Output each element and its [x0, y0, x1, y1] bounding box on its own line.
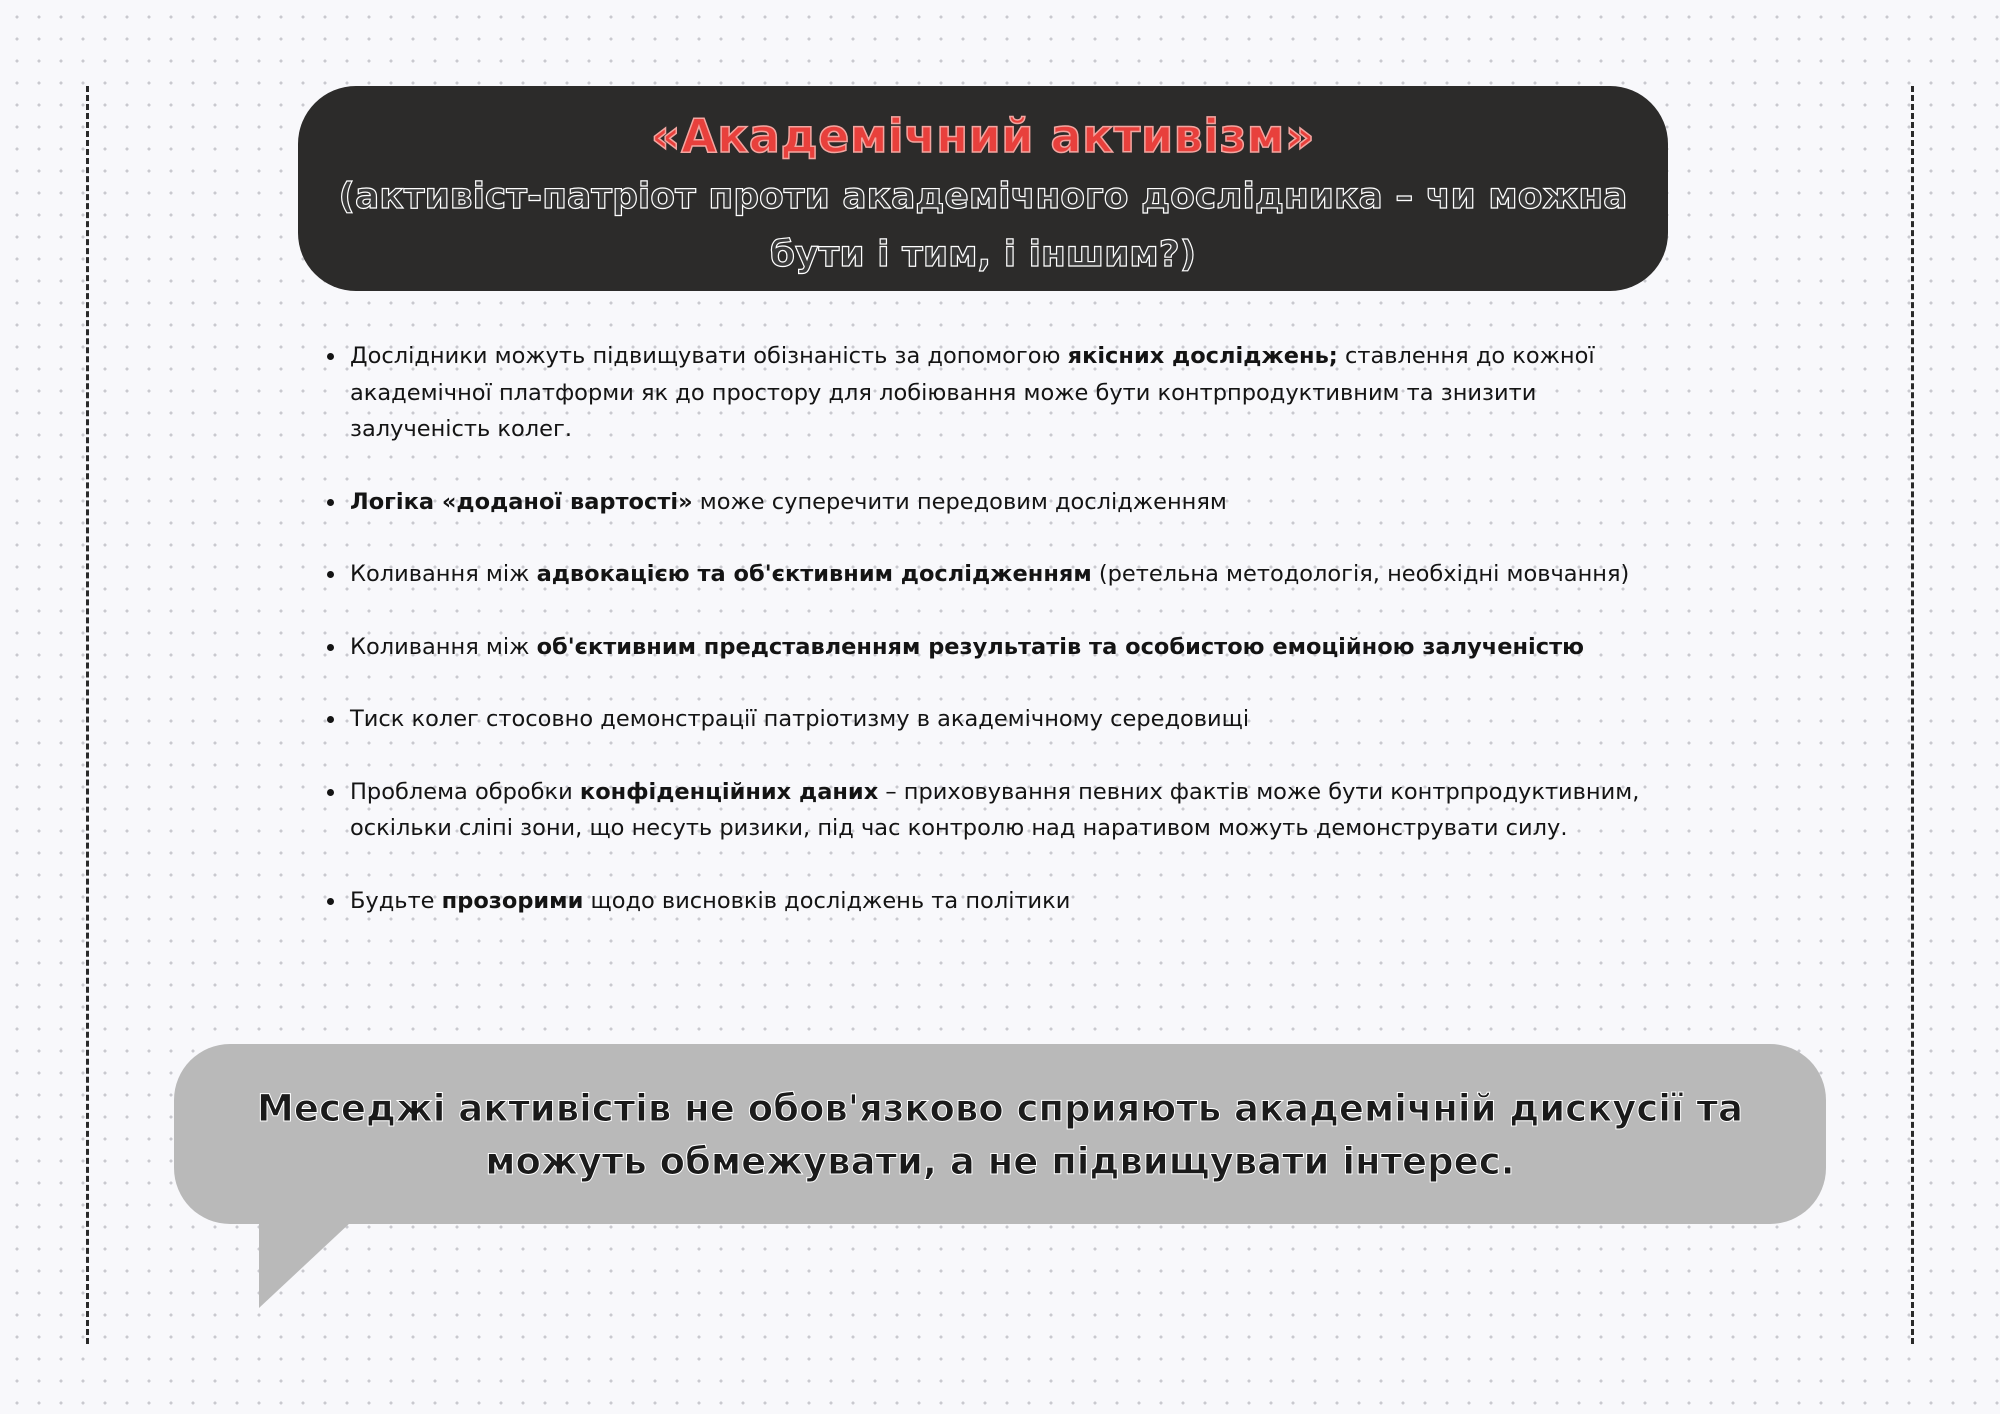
speech-bubble-text: Меседжі активістів не обов'язково сприяють академічній дискусії та можуть обмежувати, а не підвищувати інтерес. [257, 1087, 1743, 1183]
list-item [325, 883, 1655, 920]
bullet-text: Коливання між [350, 561, 537, 587]
title-banner [298, 86, 1668, 291]
bullet-text: (ретельна методологія, необхідні мовчання) [1091, 561, 1630, 587]
bullet-list [325, 338, 1655, 955]
bullet-emphasis: прозорими [441, 887, 584, 914]
bullet-text: Проблема обробки [350, 778, 580, 805]
speech-bubble-tail [259, 1222, 351, 1308]
bullet-text: щодо висновків досліджень та політики [583, 887, 1071, 914]
page-title: «Академічний активізм» [650, 109, 1316, 163]
list-item [325, 338, 1655, 448]
speech-bubble [174, 1044, 1826, 1224]
bullet-dot-icon [327, 789, 334, 796]
left-dashed-border [86, 86, 89, 1344]
list-item [325, 556, 1655, 593]
bullet-text: Тиск колег стосовно демонстрації патріотизму в академічному середовищі [350, 706, 1250, 732]
bullet-text: ставлення до кожної академічної платформи як до простору для лобіювання може бути контрпродуктивним та знизити залученість колег. [350, 343, 1595, 442]
bullet-emphasis: якісних досліджень; [1067, 343, 1338, 369]
bullet-dot-icon [327, 571, 334, 578]
bullet-dot-icon [327, 644, 334, 651]
list-item [325, 629, 1655, 666]
bullet-emphasis: Логіка «доданої вартості» [350, 488, 693, 515]
bullet-text: – приховування певних фактів може бути контрпродуктивним, оскільки сліпі зони, що несуть ризики, під час контролю над наративом можуть демонструвати силу. [350, 778, 1640, 841]
list-item [325, 774, 1655, 847]
bullet-emphasis: об'єктивним представленням результатів та особистою емоційною залученістю [536, 633, 1584, 660]
bullet-text: може суперечити передовим дослідженням [692, 488, 1227, 515]
bullet-dot-icon [327, 898, 334, 905]
list-item [325, 484, 1655, 521]
bullet-dot-icon [327, 716, 334, 723]
bullet-dot-icon [327, 353, 334, 360]
bullet-emphasis: адвокацією та об'єктивним дослідженням [536, 561, 1092, 587]
bullet-text: Будьте [350, 887, 442, 914]
bullet-text: Коливання між [350, 633, 537, 660]
list-item [325, 701, 1655, 738]
right-dashed-border [1911, 86, 1914, 1344]
bullet-dot-icon [327, 499, 334, 506]
bullet-emphasis: конфіденційних даних [579, 778, 879, 805]
page-subtitle: (активіст-патріот проти академічного дослідника – чи можна бути і тим, і іншим?) [338, 176, 1628, 275]
bullet-text: Дослідники можуть підвищувати обізнаність за допомогою [350, 343, 1068, 369]
